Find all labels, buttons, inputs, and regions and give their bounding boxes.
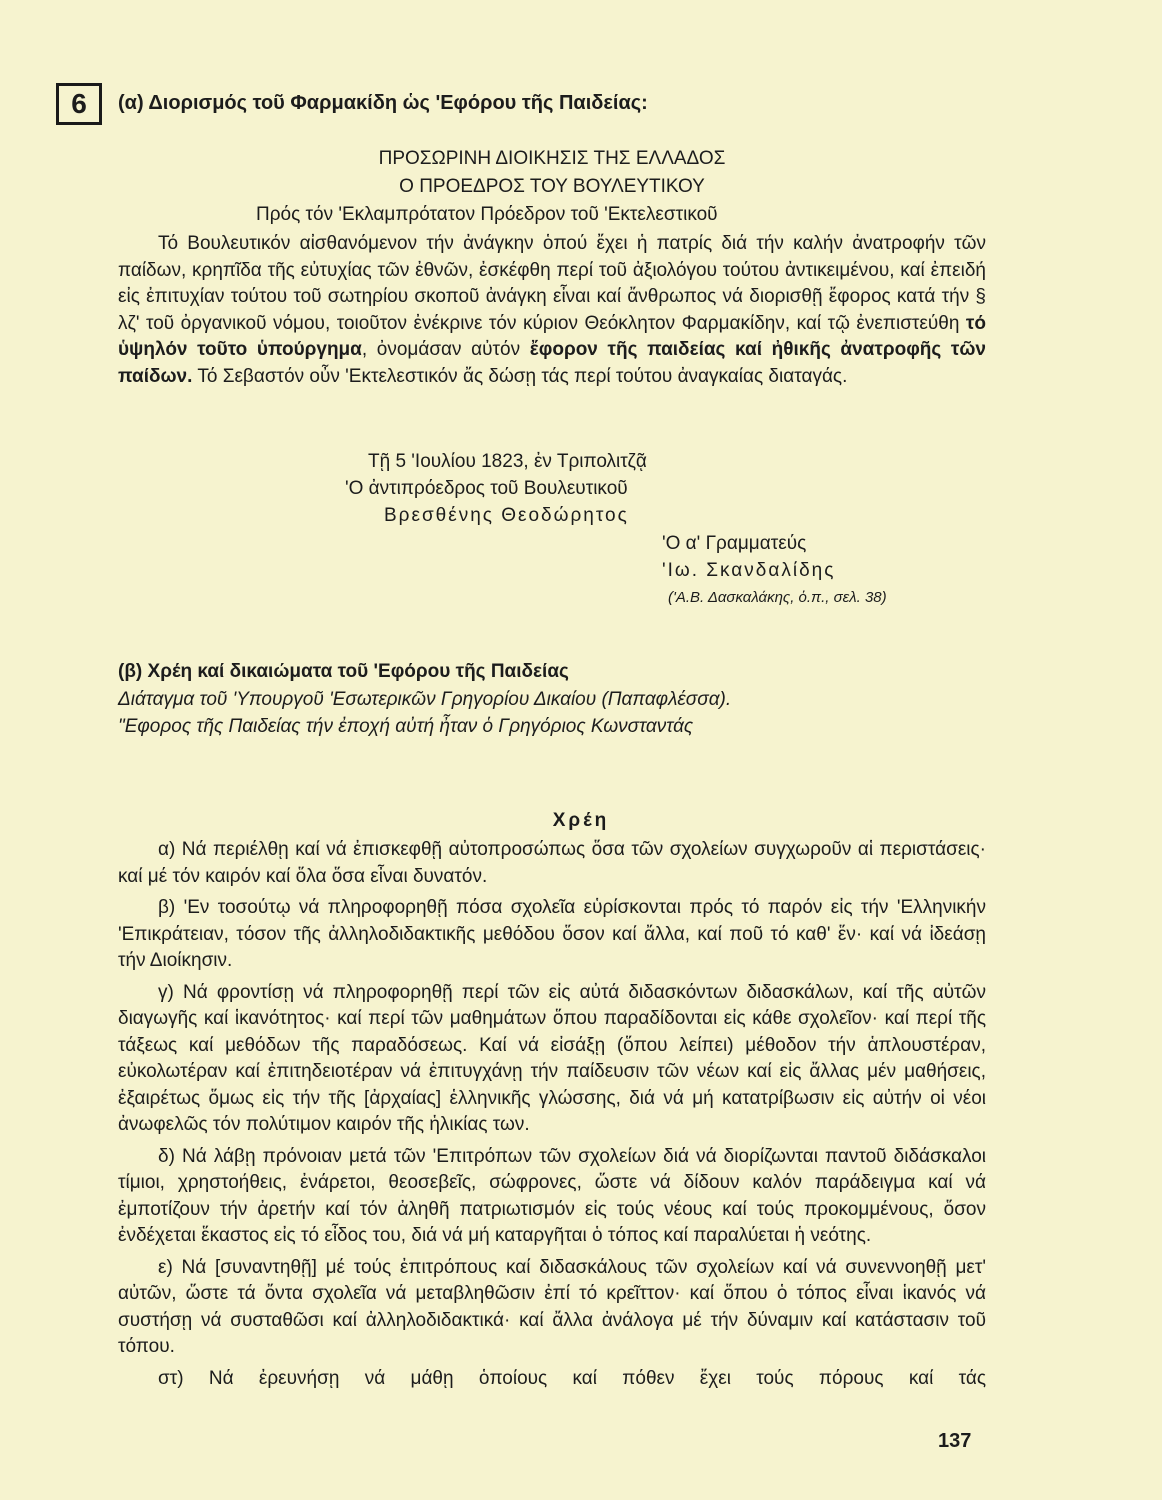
heading-b: (β) Χρέη καί δικαιώματα τοῦ 'Εφόρου τῆς Παιδείας xyxy=(118,661,569,682)
duty-b: β) 'Εν τοσούτῳ νά πληροφορηθῇ πόσα σχολεῖα εὑρίσκονται πρός τό παρόν εἰς τήν 'Ελληνικήν 'Επικράτειαν, τόσον τῆς ἀλληλοδιδακτικῆς μεθόδου ὅσον καί ἄλλα, καί ποῦ τό καθ' ἕν· καί νά ἰδεάσῃ τήν Διοίκησιν. xyxy=(118,897,986,971)
duty-d: δ) Νά λάβῃ πρόνοιαν μετά τῶν 'Επιτρόπων τῶν σχολείων διά νά διορίζωνται παντοῦ διδάσκαλοι τίμιοι, χρηστοήθεις, ἐνάρετοι, θεοσεβεῖς, σώφρονες, ὥστε νά δίδουν καλόν παράδειγμα καί νά ἐμποτίζουν τήν ἀρετήν καί τόν ἀληθῆ πατριωτισμόν εἰς τούς νέους καί τούς προκομμένους, ὅσον ἐνδέχεται ἕκαστος εἰς τό εἶδος του, διά νά μή καταργῆται ὁ τόπος καί παραλύεται ἡ νεότης. xyxy=(118,1145,986,1246)
duty-c: γ) Νά φροντίσῃ νά πληροφορηθῇ περί τῶν εἰς αὐτά διδασκόντων διδασκάλων, καί τῆς αὐτῶν διαγωγῆς καί ἱκανότητος· καί περί τῶν μαθημάτων ὅπου παραδίδονται εἰς κάθε σχολεῖον· καί περί τῆς τάξεως καί μεθόδων τῆς παραδόσεως. Καί νά εἰσάξῃ (ὅπου λείπει) μέθοδον τήν ἁπλουστέραν, εὐκολωτέραν καί ἐπιτηδειοτέραν νά ἐπιτυγχάνῃ τήν παίδευσιν τῶν νέων καί εἰς ἄλλας μέν μαθήσεις, ἐξαιρέτως ὅμως εἰς τήν τῆς [ἀρχαίας] ἑλληνικῆς γλώσσης, διά νά μή κατατρίβωσιν εἰς αὐτήν οἱ νέοι ἀνωφελῶς τόν πολύτιμον καιρόν τῆς ἡλικίας των. xyxy=(118,981,986,1135)
decree-subtitle-2: "Εφορος τῆς Παιδείας τήν ἐποχή αὐτή ἦταν ὁ Γρηγόριος Κωνσταντάς xyxy=(118,716,694,737)
duty-f: στ) Νά ἐρευνήσῃ νά μάθῃ ὁποίους καί πόθεν ἔχει τούς πόρους καί τάς xyxy=(158,1367,986,1389)
duty-a: α) Νά περιέλθῃ καί νά ἐπισκεφθῇ αὐτοπροσώπως ὅσα τῶν σχολείων συγχωροῦν αἱ περιστάσεις· καί μέ τόν καιρόν καί ὅλα ὅσα εἶναι δυνατόν. xyxy=(118,839,986,887)
decree-body-text-3: Τό Σεβαστόν οὖν 'Εκτελεστικόν ἄς δώσῃ τάς περί τούτου ἀναγκαίας διαταγάς. xyxy=(192,365,848,387)
decree-date: Τῇ 5 'Ιουλίου 1823, ἐν Τριπολιτζᾷ xyxy=(368,451,647,472)
duties-title: Χρέη xyxy=(552,810,610,831)
vice-president-title: 'Ο ἀντιπρόεδρος τοῦ Βουλευτικοῦ xyxy=(345,478,628,499)
secretary-title: 'Ο α' Γραμματεύς xyxy=(662,533,807,554)
vice-president-name: Βρεσθένης Θεοδώρητος xyxy=(384,505,629,526)
decree-body-text-1: Τό Βουλευτικόν αἰσθανόμενον τήν ἀνάγκην ὁπού ἔχει ἡ πατρίς διά τήν καλήν ἀνατροφήν τῶν παίδων, κρηπῖδα τῆς εὐτυχίας τῶν ἐθνῶν, ἐσκέφθη περί τοῦ ἀξιολόγου τούτου ἀντικειμένου, καί ἐπειδή εἰς ἐπιτυχίαν τούτου τοῦ σωτηρίου σκοποῦ ἀνάγκη εἶναι καί ἄνθρωπος νά διορισθῇ ἔφορος κατά τήν § λζ' τοῦ ὀργανικοῦ νόμου, τοιοῦτον ἐνέκρινε τόν κύριον Θεόκλητον Φαρμακίδην, καί τῷ ἐνεπιστεύθη xyxy=(118,233,986,334)
decree-body-bold-2: ἔφορον τῆς παιδείας καί ἠθικῆς ἀνατροφῆς τῶν παίδων. xyxy=(118,339,986,387)
decree-body-text-2: , ὀνομάσαν αὐτόν xyxy=(361,339,530,360)
decree-body xyxy=(118,231,986,390)
decree-title-2: Ο ΠΡΟΕΔΡΟΣ ΤΟΥ ΒΟΥΛΕΥΤΙΚΟΥ xyxy=(399,176,705,197)
decree-body-paragraph xyxy=(118,231,986,390)
secretary-name: 'Ιω. Σκανδαλίδης xyxy=(662,560,836,581)
duties-list xyxy=(118,837,986,1397)
decree-subtitle-1: Διάταγμα τοῦ 'Υπουργοῦ 'Εσωτερικῶν Γρηγορίου Δικαίου (Παπαφλέσσα). xyxy=(118,689,732,710)
page-number: 137 xyxy=(938,1430,972,1452)
decree-header xyxy=(118,145,986,201)
source-citation: ('Α.Β. Δασκαλάκης, ὁ.π., σελ. 38) xyxy=(668,589,887,606)
decree-body-bold-1: τό ὑψηλόν τοῦτο ὑπούργημα xyxy=(118,312,986,360)
decree-title-1: ΠΡΟΣΩΡΙΝΗ ΔΙΟΙΚΗΣΙΣ ΤΗΣ ΕΛΛΑΔΟΣ xyxy=(378,148,726,169)
heading-a: (α) Διορισμός τοῦ Φαρμακίδη ὡς 'Εφόρου τῆς Παιδείας: xyxy=(118,92,648,114)
duty-e: ε) Νά [συναντηθῇ] μέ τούς ἐπιτρόπους καί διδασκάλους τῶν σχολείων καί νά συνεννοηθῇ μετ' αὐτῶν, ὥστε τά ὄντα σχολεῖα νά μεταβληθῶσιν ἐπί τό κρεῖττον· καί ὅπου ὁ τόπος εἶναι ἱκανός νά συστήσῃ νά συσταθῶσι καί ἀλληλοδιδακτικά· καί ἄλλα ἀνάλογα μέ τήν δύναμιν καί κατάστασιν τοῦ τόπου. xyxy=(118,1256,986,1357)
section-number-box: 6 xyxy=(56,83,102,125)
decree-address: Πρός τόν 'Εκλαμπρότατον Πρόεδρον τοῦ 'Εκτελεστικοῦ xyxy=(256,204,718,225)
